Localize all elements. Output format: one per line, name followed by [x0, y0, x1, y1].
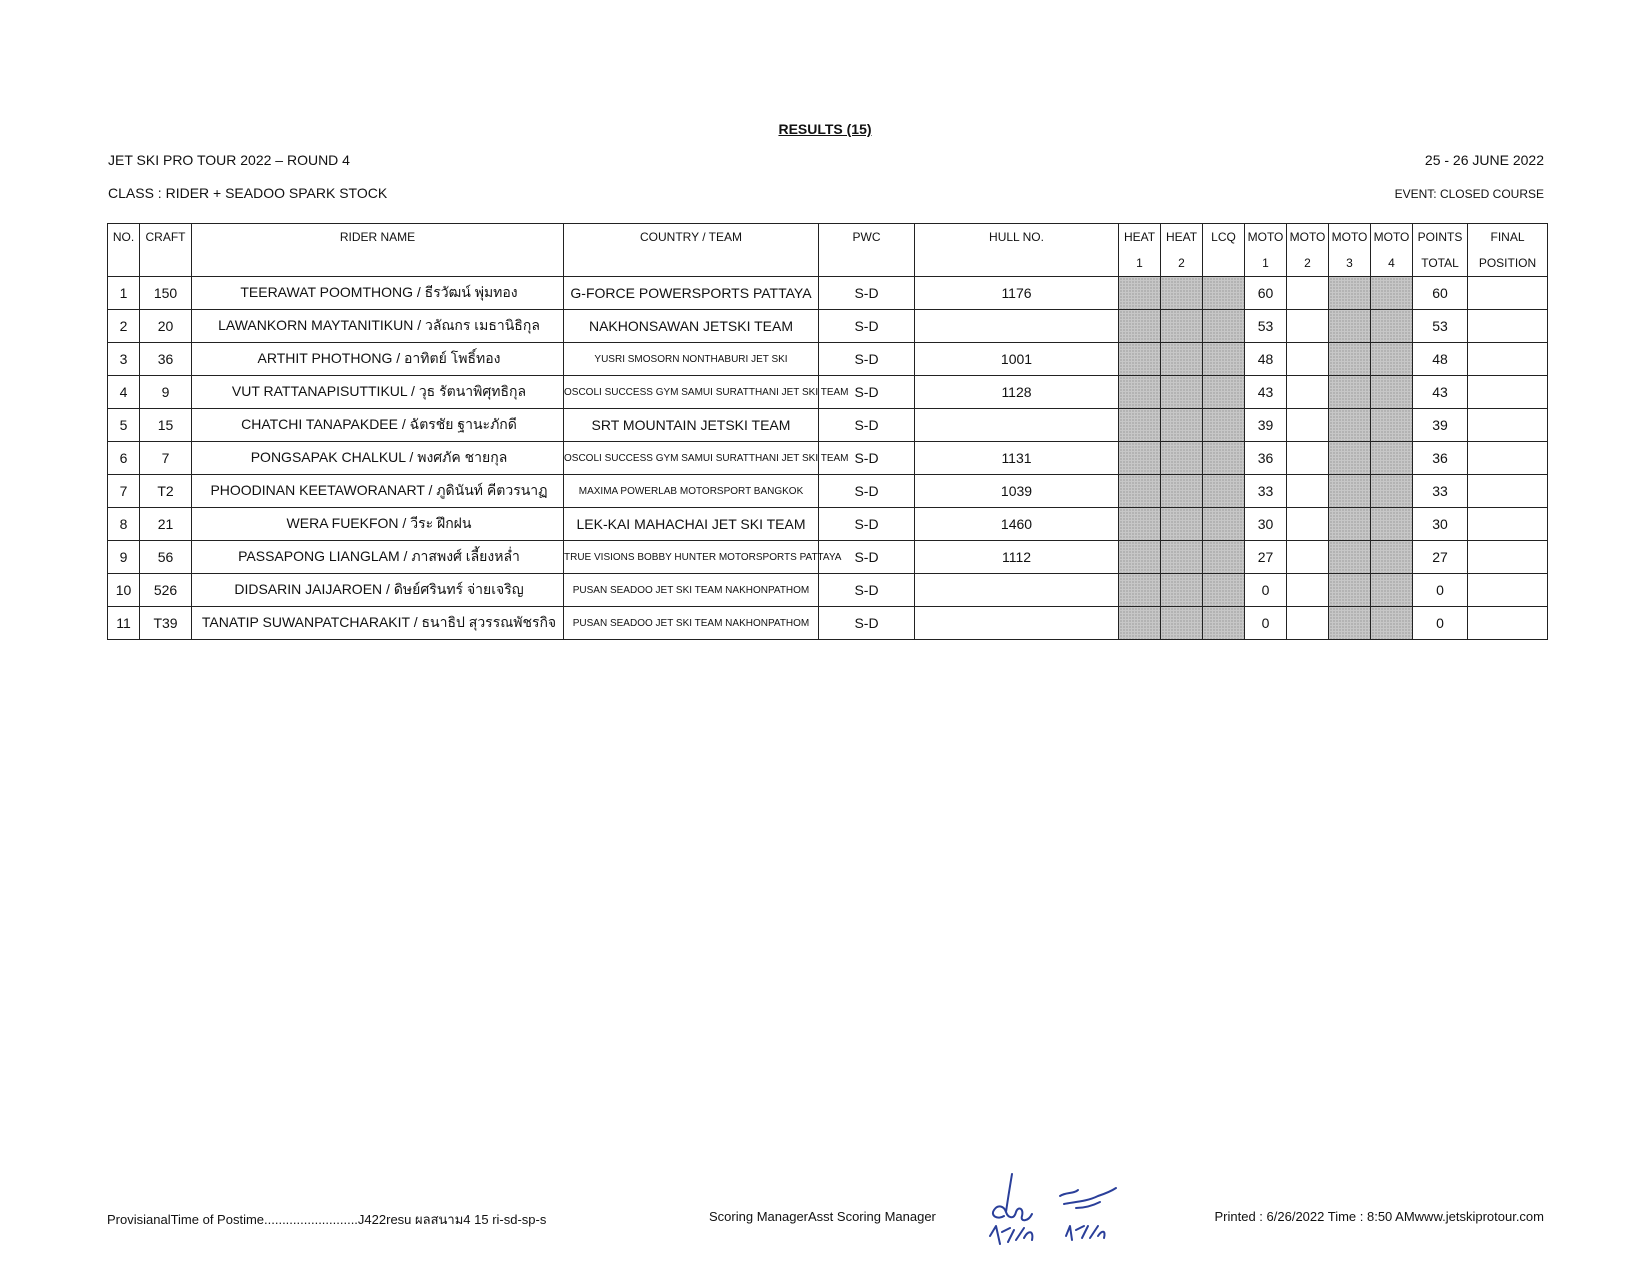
cell-heat-2: [1161, 277, 1203, 310]
table-row: [108, 475, 1548, 508]
col-header-final-position: [1468, 224, 1548, 277]
cell-points-total: 0: [1413, 574, 1468, 607]
cell-moto-3: [1329, 508, 1371, 541]
cell-moto-4: [1371, 343, 1413, 376]
cell-moto-2: [1287, 310, 1329, 343]
col-header-points-top: POINTS: [1417, 230, 1463, 244]
cell-final-position: [1468, 343, 1548, 376]
col-header-rider-name: RIDER NAME: [192, 224, 564, 277]
cell-moto-2: [1287, 508, 1329, 541]
cell-lcq: [1203, 541, 1245, 574]
cell-moto-2: [1287, 442, 1329, 475]
table-row: [108, 343, 1548, 376]
cell-rider-name: DIDSARIN JAIJAROEN / ดิษย์ศรินทร์ จ่ายเจริญ: [192, 574, 564, 607]
cell-moto-1: 30: [1245, 508, 1287, 541]
col-header-final-top: FINAL: [1490, 230, 1525, 244]
cell-final-position: [1468, 475, 1548, 508]
col-header-heat-1: [1119, 224, 1161, 277]
cell-lcq: [1203, 277, 1245, 310]
cell-moto-4: [1371, 508, 1413, 541]
col-header-moto-4-top: MOTO: [1373, 230, 1410, 244]
signature-image: [980, 1168, 1130, 1258]
cell-heat-1: [1119, 607, 1161, 640]
cell-points-total: 43: [1413, 376, 1468, 409]
col-header-country-team: COUNTRY / TEAM: [564, 224, 819, 277]
cell-points-total: 53: [1413, 310, 1468, 343]
cell-rider-name: CHATCHI TANAPAKDEE / ฉัตรชัย ฐานะภักดี: [192, 409, 564, 442]
cell-lcq: [1203, 310, 1245, 343]
col-header-moto-1: [1245, 224, 1287, 277]
cell-moto-4: [1371, 475, 1413, 508]
table-row: [108, 310, 1548, 343]
cell-moto-1: 43: [1245, 376, 1287, 409]
cell-moto-4: [1371, 442, 1413, 475]
cell-pwc: S-D: [819, 409, 915, 442]
cell-no: 2: [108, 310, 140, 343]
table-row: [108, 574, 1548, 607]
cell-rider-name: TEERAWAT POOMTHONG / ธีรวัฒน์ พุ่มทอง: [192, 277, 564, 310]
cell-no: 11: [108, 607, 140, 640]
cell-points-total: 0: [1413, 607, 1468, 640]
footer-printed: Printed : 6/26/2022 Time : 8:50 AMwww.jetskiprotour.com: [1214, 1209, 1544, 1224]
cell-hull-no: [915, 310, 1119, 343]
cell-heat-1: [1119, 442, 1161, 475]
col-header-heat-1-top: HEAT: [1123, 230, 1156, 244]
cell-final-position: [1468, 574, 1548, 607]
cell-country-team: SRT MOUNTAIN JETSKI TEAM: [564, 409, 819, 442]
cell-moto-1: 27: [1245, 541, 1287, 574]
col-header-no: NO.: [108, 224, 140, 277]
cell-final-position: [1468, 607, 1548, 640]
cell-moto-4: [1371, 277, 1413, 310]
cell-heat-2: [1161, 409, 1203, 442]
results-table: [107, 223, 1548, 640]
cell-rider-name: PONGSAPAK CHALKUL / พงศภัค ชายกุล: [192, 442, 564, 475]
cell-lcq: [1203, 343, 1245, 376]
cell-rider-name: PASSAPONG LIANGLAM / ภาสพงศ์ เลี้ยงหล่ำ: [192, 541, 564, 574]
cell-moto-3: [1329, 376, 1371, 409]
cell-moto-1: 60: [1245, 277, 1287, 310]
cell-pwc: S-D: [819, 442, 915, 475]
cell-heat-2: [1161, 310, 1203, 343]
cell-hull-no: 1001: [915, 343, 1119, 376]
event-date: 25 - 26 JUNE 2022: [1424, 152, 1544, 168]
table-header-row: [108, 224, 1548, 277]
cell-no: 7: [108, 475, 140, 508]
cell-heat-2: [1161, 442, 1203, 475]
table-row: [108, 376, 1548, 409]
cell-craft: 7: [140, 442, 192, 475]
results-body: [108, 277, 1548, 640]
cell-pwc: S-D: [819, 508, 915, 541]
col-header-points-bottom: TOTAL: [1421, 256, 1459, 270]
cell-moto-3: [1329, 409, 1371, 442]
cell-lcq: [1203, 442, 1245, 475]
cell-heat-2: [1161, 508, 1203, 541]
cell-moto-4: [1371, 541, 1413, 574]
col-header-moto-2-bottom: 2: [1304, 256, 1311, 270]
cell-moto-2: [1287, 409, 1329, 442]
cell-hull-no: [915, 607, 1119, 640]
event-name: JET SKI PRO TOUR 2022 – ROUND 4: [108, 152, 350, 168]
cell-craft: T39: [140, 607, 192, 640]
cell-no: 8: [108, 508, 140, 541]
cell-country-team: MAXIMA POWERLAB MOTORSPORT BANGKOK: [564, 475, 819, 508]
cell-lcq: [1203, 409, 1245, 442]
cell-pwc: S-D: [819, 475, 915, 508]
col-header-points-total: [1413, 224, 1468, 277]
cell-craft: T2: [140, 475, 192, 508]
cell-points-total: 39: [1413, 409, 1468, 442]
col-header-moto-1-bottom: 1: [1262, 256, 1269, 270]
cell-country-team: PUSAN SEADOO JET SKI TEAM NAKHONPATHOM: [564, 574, 819, 607]
table-row: [108, 442, 1548, 475]
cell-heat-1: [1119, 508, 1161, 541]
cell-no: 3: [108, 343, 140, 376]
footer-provisional: ProvisianalTime of Postime..........................J422resu ผลสนาม4 15 ri-sd-sp-s: [107, 1212, 547, 1227]
cell-rider-name: TANATIP SUWANPATCHARAKIT / ธนาธิป สุวรรณพัชรกิจ: [192, 607, 564, 640]
class-name: CLASS : RIDER + SEADOO SPARK STOCK: [108, 185, 388, 201]
cell-country-team: OSCOLI SUCCESS GYM SAMUI SURATTHANI JET SKI TEAM: [564, 376, 819, 409]
cell-moto-4: [1371, 574, 1413, 607]
cell-craft: 36: [140, 343, 192, 376]
cell-rider-name: WERA FUEKFON / วีระ ฝึกฝน: [192, 508, 564, 541]
col-header-moto-2-top: MOTO: [1289, 230, 1326, 244]
cell-moto-2: [1287, 475, 1329, 508]
col-header-heat-2: [1161, 224, 1203, 277]
cell-hull-no: 1128: [915, 376, 1119, 409]
cell-no: 9: [108, 541, 140, 574]
cell-craft: 526: [140, 574, 192, 607]
cell-craft: 9: [140, 376, 192, 409]
cell-hull-no: 1460: [915, 508, 1119, 541]
signature-asst-scoring-manager: [1060, 1188, 1116, 1240]
col-header-heat-2-bottom: 2: [1178, 256, 1185, 270]
cell-hull-no: [915, 409, 1119, 442]
col-header-craft: CRAFT: [140, 224, 192, 277]
cell-lcq: [1203, 508, 1245, 541]
results-title: RESULTS (15): [778, 121, 872, 137]
cell-moto-3: [1329, 574, 1371, 607]
cell-country-team: G-FORCE POWERSPORTS PATTAYA: [564, 277, 819, 310]
col-header-pwc: PWC: [819, 224, 915, 277]
cell-moto-2: [1287, 574, 1329, 607]
cell-lcq: [1203, 376, 1245, 409]
cell-country-team: NAKHONSAWAN JETSKI TEAM: [564, 310, 819, 343]
cell-pwc: S-D: [819, 376, 915, 409]
cell-pwc: S-D: [819, 310, 915, 343]
cell-moto-3: [1329, 442, 1371, 475]
cell-heat-2: [1161, 343, 1203, 376]
cell-country-team: OSCOLI SUCCESS GYM SAMUI SURATTHANI JET SKI TEAM: [564, 442, 819, 475]
cell-moto-3: [1329, 343, 1371, 376]
cell-heat-2: [1161, 607, 1203, 640]
cell-moto-3: [1329, 541, 1371, 574]
cell-moto-3: [1329, 310, 1371, 343]
cell-moto-1: 0: [1245, 574, 1287, 607]
col-header-moto-3: [1329, 224, 1371, 277]
col-header-heat-2-top: HEAT: [1165, 230, 1198, 244]
cell-hull-no: [915, 574, 1119, 607]
cell-moto-3: [1329, 607, 1371, 640]
col-header-heat-1-bottom: 1: [1136, 256, 1143, 270]
cell-heat-2: [1161, 475, 1203, 508]
cell-lcq: [1203, 574, 1245, 607]
table-row: [108, 541, 1548, 574]
cell-moto-1: 53: [1245, 310, 1287, 343]
event-type: EVENT: CLOSED COURSE: [1394, 187, 1544, 201]
cell-rider-name: PHOODINAN KEETAWORANART / ภูดินันท์ คีตวรนาฏ: [192, 475, 564, 508]
table-row: [108, 409, 1548, 442]
cell-pwc: S-D: [819, 343, 915, 376]
cell-hull-no: 1039: [915, 475, 1119, 508]
col-header-moto-1-top: MOTO: [1247, 230, 1284, 244]
cell-lcq: [1203, 475, 1245, 508]
cell-final-position: [1468, 508, 1548, 541]
cell-craft: 20: [140, 310, 192, 343]
col-header-moto-4-bottom: 4: [1388, 256, 1395, 270]
cell-heat-1: [1119, 343, 1161, 376]
cell-final-position: [1468, 277, 1548, 310]
cell-no: 1: [108, 277, 140, 310]
cell-moto-4: [1371, 409, 1413, 442]
table-row: [108, 277, 1548, 310]
cell-moto-1: 48: [1245, 343, 1287, 376]
cell-heat-2: [1161, 574, 1203, 607]
cell-craft: 15: [140, 409, 192, 442]
cell-points-total: 60: [1413, 277, 1468, 310]
footer-scoring-managers: Scoring ManagerAsst Scoring Manager: [709, 1209, 936, 1224]
cell-lcq: [1203, 607, 1245, 640]
cell-country-team: YUSRI SMOSORN NONTHABURI JET SKI: [564, 343, 819, 376]
cell-moto-3: [1329, 475, 1371, 508]
cell-heat-1: [1119, 277, 1161, 310]
cell-rider-name: LAWANKORN MAYTANITIKUN / วลัณกร เมธานิธิกุล: [192, 310, 564, 343]
cell-no: 5: [108, 409, 140, 442]
col-header-moto-3-bottom: 3: [1346, 256, 1353, 270]
cell-heat-2: [1161, 541, 1203, 574]
col-header-final-bottom: POSITION: [1478, 256, 1537, 270]
cell-points-total: 36: [1413, 442, 1468, 475]
cell-moto-1: 33: [1245, 475, 1287, 508]
col-header-moto-4: [1371, 224, 1413, 277]
cell-final-position: [1468, 310, 1548, 343]
cell-moto-2: [1287, 541, 1329, 574]
cell-heat-1: [1119, 475, 1161, 508]
cell-rider-name: VUT RATTANAPISUTTIKUL / วุธ รัตนาพิศุทธิกุล: [192, 376, 564, 409]
cell-country-team: TRUE VISIONS BOBBY HUNTER MOTORSPORTS PATTAYA: [564, 541, 819, 574]
cell-hull-no: 1112: [915, 541, 1119, 574]
cell-rider-name: ARTHIT PHOTHONG / อาทิตย์ โพธิ์ทอง: [192, 343, 564, 376]
cell-pwc: S-D: [819, 574, 915, 607]
cell-final-position: [1468, 541, 1548, 574]
col-header-lcq: LCQ: [1203, 224, 1245, 277]
cell-points-total: 27: [1413, 541, 1468, 574]
cell-heat-1: [1119, 409, 1161, 442]
col-header-hull-no: HULL NO.: [915, 224, 1119, 277]
cell-heat-1: [1119, 574, 1161, 607]
cell-country-team: LEK-KAI MAHACHAI JET SKI TEAM: [564, 508, 819, 541]
cell-no: 6: [108, 442, 140, 475]
cell-points-total: 33: [1413, 475, 1468, 508]
cell-heat-2: [1161, 376, 1203, 409]
cell-heat-1: [1119, 541, 1161, 574]
cell-moto-4: [1371, 310, 1413, 343]
table-row: [108, 607, 1548, 640]
cell-final-position: [1468, 376, 1548, 409]
cell-moto-4: [1371, 607, 1413, 640]
cell-moto-1: 39: [1245, 409, 1287, 442]
cell-pwc: S-D: [819, 277, 915, 310]
cell-pwc: S-D: [819, 607, 915, 640]
cell-heat-1: [1119, 310, 1161, 343]
cell-final-position: [1468, 409, 1548, 442]
col-header-moto-2: [1287, 224, 1329, 277]
cell-craft: 56: [140, 541, 192, 574]
cell-moto-2: [1287, 277, 1329, 310]
cell-country-team: PUSAN SEADOO JET SKI TEAM NAKHONPATHOM: [564, 607, 819, 640]
cell-points-total: 30: [1413, 508, 1468, 541]
signature-scoring-manager: [990, 1174, 1032, 1244]
cell-points-total: 48: [1413, 343, 1468, 376]
cell-final-position: [1468, 442, 1548, 475]
cell-moto-1: 36: [1245, 442, 1287, 475]
cell-craft: 21: [140, 508, 192, 541]
cell-moto-2: [1287, 607, 1329, 640]
cell-moto-2: [1287, 343, 1329, 376]
cell-moto-3: [1329, 277, 1371, 310]
cell-no: 10: [108, 574, 140, 607]
cell-hull-no: 1131: [915, 442, 1119, 475]
cell-moto-2: [1287, 376, 1329, 409]
cell-hull-no: 1176: [915, 277, 1119, 310]
cell-no: 4: [108, 376, 140, 409]
cell-pwc: S-D: [819, 541, 915, 574]
col-header-moto-3-top: MOTO: [1331, 230, 1368, 244]
cell-craft: 150: [140, 277, 192, 310]
cell-heat-1: [1119, 376, 1161, 409]
cell-moto-1: 0: [1245, 607, 1287, 640]
cell-moto-4: [1371, 376, 1413, 409]
table-row: [108, 508, 1548, 541]
